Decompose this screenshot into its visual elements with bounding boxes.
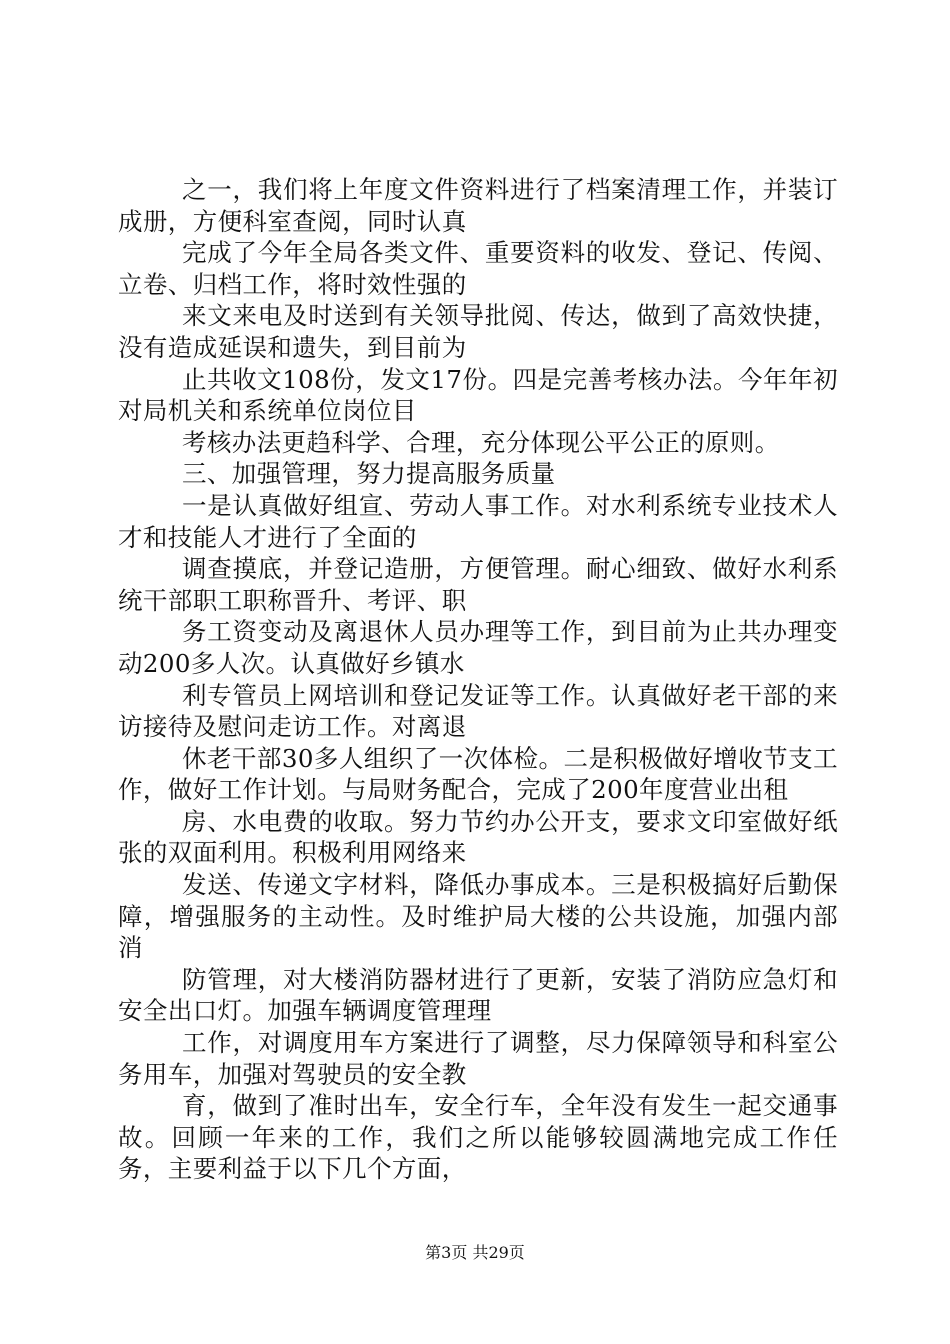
paragraph: 调查摸底，并登记造册，方便管理。耐心细致、做好水利系统干部职工职称晋升、考评、职 xyxy=(118,554,838,615)
paragraph: 休老干部30多人组织了一次体检。二是积极做好增收节支工作，做好工作计划。与局财务配合，完成了200年度营业出租 xyxy=(118,743,838,805)
page-number: 第3页 共29页 xyxy=(425,1243,525,1262)
paragraph: 之一，我们将上年度文件资料进行了档案清理工作，并装订成册，方便科室查阅，同时认真 xyxy=(118,175,838,236)
paragraph: 完成了今年全局各类文件、重要资料的收发、登记、传阅、立卷、归档工作，将时效性强的 xyxy=(118,238,838,299)
paragraph: 止共收文108份，发文17份。四是完善考核办法。今年年初对局机关和系统单位岗位目 xyxy=(118,364,838,426)
paragraph: 利专管员上网培训和登记发证等工作。认真做好老干部的来访接待及慰问走访工作。对离退 xyxy=(118,680,838,742)
paragraph: 房、水电费的收取。努力节约办公开支，要求文印室做好纸张的双面利用。积极利用网络来 xyxy=(118,806,838,868)
paragraph: 务工资变动及离退休人员办理等工作，到目前为止共办理变动200多人次。认真做好乡镇水 xyxy=(118,617,838,678)
paragraph: 工作，对调度用车方案进行了调整，尽力保障领导和科室公务用车，加强对驾驶员的安全教 xyxy=(118,1028,838,1089)
paragraph: 考核办法更趋科学、合理，充分体现公平公正的原则。 xyxy=(182,427,780,457)
paragraph: 防管理，对大楼消防器材进行了更新，安装了消防应急灯和安全出口灯。加强车辆调度管理理 xyxy=(118,964,838,1026)
paragraph: 育，做到了准时出车，安全行车，全年没有发生一起交通事故。回顾一年来的工作，我们之所以能够较圆满地完成工作任务，主要利益于以下几个方面， xyxy=(118,1091,838,1184)
paragraph: 发送、传递文字材料，降低办事成本。三是积极搞好后勤保障，增强服务的主动性。及时维护局大楼的公共设施，加强内部消 xyxy=(118,870,838,963)
section-heading: 三、加强管理，努力提高服务质量 xyxy=(182,459,556,489)
paragraph: 一是认真做好组宣、劳动人事工作。对水利系统专业技术人才和技能人才进行了全面的 xyxy=(118,490,838,552)
document-body xyxy=(118,174,838,1185)
page-footer xyxy=(0,1243,950,1263)
paragraph: 来文来电及时送到有关领导批阅、传达，做到了高效快捷，没有造成延误和遗失，到目前为 xyxy=(118,301,838,362)
